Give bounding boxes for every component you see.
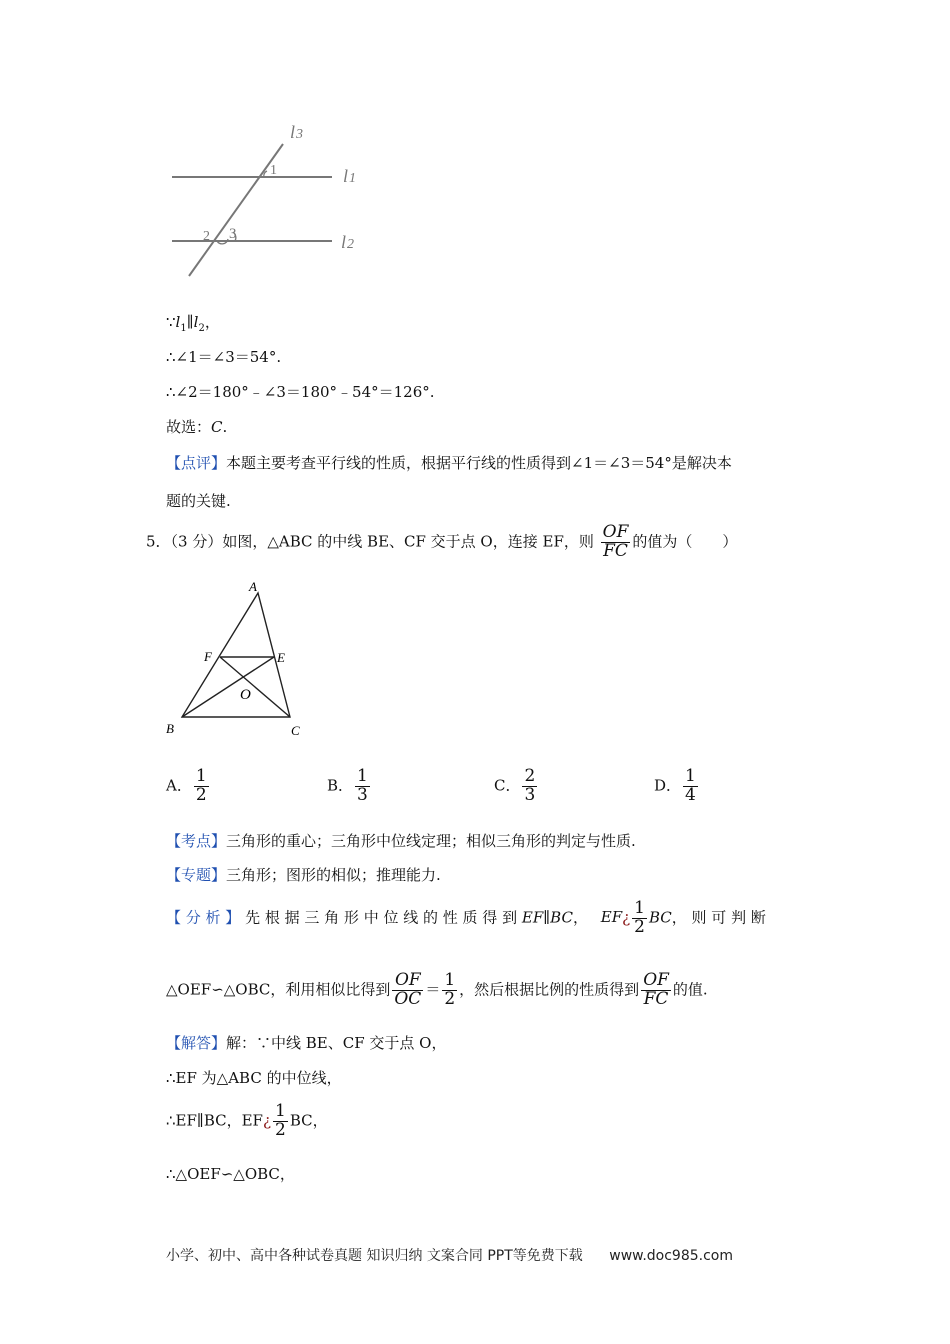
label-l1: l1 (343, 166, 357, 186)
fenxi-tag: 【 分 析 】 (166, 908, 241, 927)
proof-line-4: 故选：C. (166, 418, 228, 436)
option-a[interactable]: A． $\frac{1}{2}$ (166, 766, 207, 805)
line-l3 (189, 144, 283, 276)
point-c-label: C (291, 723, 300, 738)
median-cf (220, 657, 290, 717)
zhuanti-line: 【专题】三角形；图形的相似；推理能力. (166, 866, 441, 884)
kaodian-tag: 【考点】 (166, 832, 227, 850)
question-5-stem: 5．（3 分）如图，△ABC 的中线 BE、CF 交于点 O，连接 EF，则 $\frac{OF}{FC}$ 的值为（ ） (146, 522, 738, 561)
proof-line-3: ∴∠2＝180°﹣∠3＝180°﹣54°＝126°. (166, 383, 435, 401)
footer-text: 小学、初中、高中各种试卷真题 知识归纳 文案合同 PPT等免费下载 (166, 1248, 583, 1264)
jieda-tag: 【解答】 (166, 1034, 227, 1052)
label-l2: l2 (341, 232, 355, 252)
point-b-label: B (166, 721, 174, 736)
median-be (182, 657, 274, 717)
review-line-2: 题的关键. (166, 492, 231, 510)
option-b[interactable]: B． $\frac{1}{3}$ (327, 766, 368, 805)
point-o-label: O (240, 687, 251, 703)
label-angle-1: 1 (270, 163, 277, 178)
point-f-label: F (204, 649, 212, 664)
point-e-label: E (277, 650, 285, 665)
footer (166, 1245, 733, 1265)
zhuanti-tag: 【专题】 (166, 866, 227, 884)
kaodian-line: 【考点】三角形的重心；三角形中位线定理；相似三角形的判定与性质. (166, 832, 636, 850)
label-angle-2: 2 (203, 229, 210, 244)
footer-url[interactable]: www.doc985.com (609, 1248, 733, 1264)
proof-line-2: ∴∠1＝∠3＝54°. (166, 348, 282, 366)
jieda-line-2: ∴EF 为△ABC 的中位线， (166, 1069, 342, 1087)
label-angle-3: 3 (229, 226, 237, 242)
fenxi-line-1: 【 分 析 】 先 根 据 三 角 形 中 位 线 的 性 质 得 到 EF∥BC， EF¿ $\frac{1}{2}$ BC， 则 可 判 断 (166, 898, 766, 937)
proof-line-1: $\because l_1\parallel l_2$， (166, 313, 220, 334)
option-c[interactable]: C． $\frac{2}{3}$ (494, 766, 536, 805)
parallel-lines-figure (160, 118, 380, 288)
triangle-abc (182, 593, 290, 717)
option-d[interactable]: D． $\frac{1}{4}$ (654, 766, 696, 805)
review-line-1: 【点评】本题主要考查平行线的性质，根据平行线的性质得到∠1＝∠3＝54°是解决本 (166, 454, 732, 472)
point-a-label: A (249, 579, 257, 594)
jieda-line-4: ∴△OEF∽△OBC， (166, 1165, 295, 1183)
review-tag: 【点评】 (166, 454, 227, 472)
question-fraction: $\frac{OF}{FC}$ (602, 522, 629, 561)
triangle-figure (160, 575, 320, 745)
jieda-line-1: 【解答】解：∵中线 BE、CF 交于点 O， (166, 1034, 447, 1052)
jieda-line-3: ∴EF∥BC，EF¿ $\frac{1}{2}$ BC， (166, 1101, 328, 1140)
fenxi-line-2: △OEF∽△OBC，利用相似比得到 $\frac{OF}{OC}$ ＝ $\frac{1}{2}$ ，然后根据比例的性质得到 $\frac{OF}{FC}$ 的值. (166, 970, 708, 1009)
label-l3: l3 (290, 122, 304, 142)
